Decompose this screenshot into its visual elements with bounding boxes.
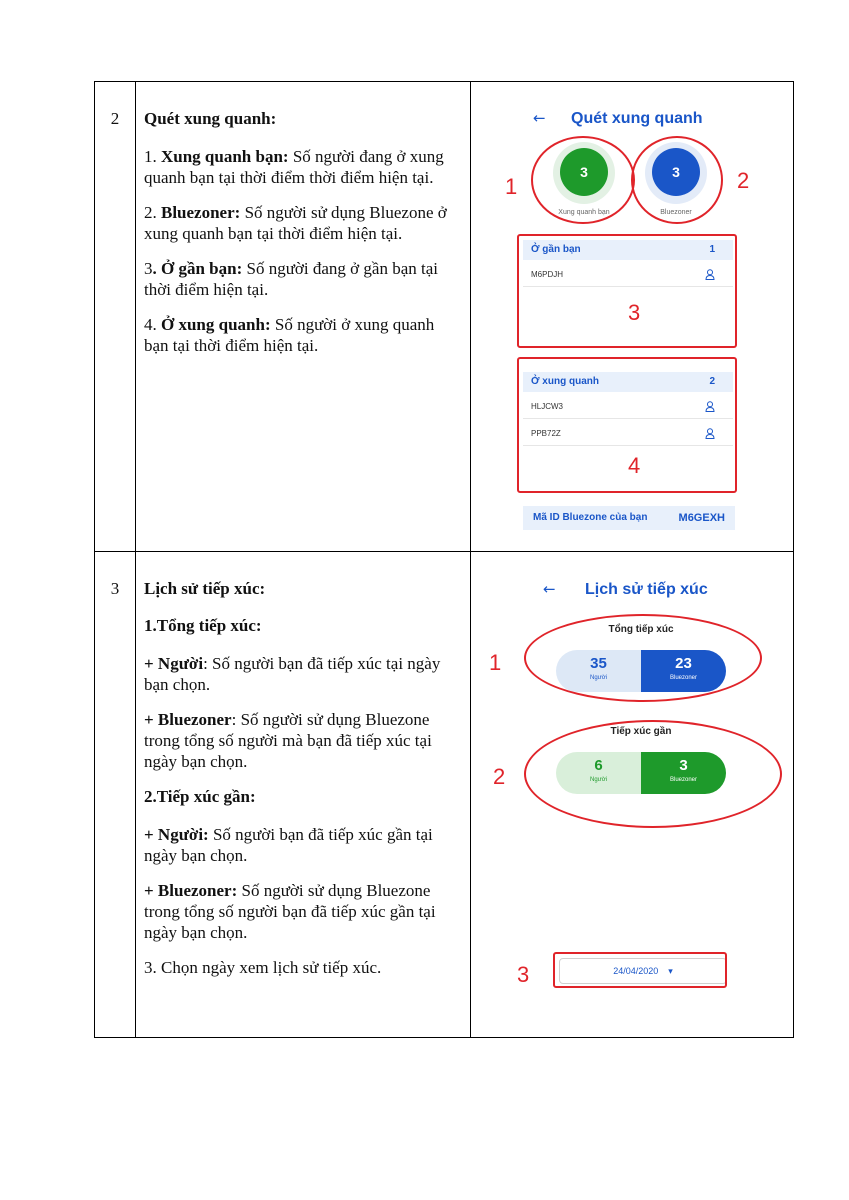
list-item[interactable]: M6PDJH xyxy=(523,263,733,287)
list-item[interactable]: PPB72Z xyxy=(523,422,733,446)
annotation-box xyxy=(517,234,737,348)
close-bluezoner-label: Bluezoner xyxy=(669,777,698,783)
annotation-oval xyxy=(631,136,723,224)
marker-number: 2 xyxy=(737,168,750,193)
nearby-count-circle: 3 xyxy=(560,148,608,196)
list-item: 3. Ở gần bạn: Số người đang ở gần bạn tại thời điểm hiện tại. xyxy=(144,259,438,299)
total-contact-label: Tổng tiếp xúc xyxy=(608,624,674,635)
row-number: 3 xyxy=(95,552,136,1038)
total-people-value: 35 xyxy=(590,655,607,672)
circle-label: Xung quanh bạn xyxy=(558,209,610,216)
nearby-count: 1 xyxy=(709,244,715,255)
marker-number: 2 xyxy=(493,764,506,789)
circle-label: Bluezoner xyxy=(660,209,692,216)
section-title: Quét xung quanh: xyxy=(144,109,277,128)
total-bluezoner-label: Bluezoner xyxy=(669,675,698,681)
paragraph: + Bluezoner: Số người sử dụng Bluezone trong tổng số người bạn đã tiếp xúc gần tại ngày bạn chọn. xyxy=(144,881,436,942)
selected-date: 24/04/2020 xyxy=(613,966,659,976)
marker-number: 3 xyxy=(628,300,641,325)
scan-screenshot xyxy=(471,82,794,552)
marker-number: 4 xyxy=(628,453,641,478)
paragraph: + Người: Số người bạn đã tiếp xúc gần tại ngày bạn chọn. xyxy=(144,825,433,865)
table-row xyxy=(95,552,794,1038)
history-screenshot xyxy=(471,552,794,1038)
row-description xyxy=(136,82,471,552)
paragraph: 3. Chọn ngày xem lịch sử tiếp xúc. xyxy=(144,958,382,977)
around-count: 2 xyxy=(709,376,715,387)
annotation-box xyxy=(517,357,737,493)
close-bluezoner-value: 3 xyxy=(679,757,688,774)
back-arrow-icon: ← xyxy=(543,580,556,598)
section-title: Lịch sử tiếp xúc: xyxy=(144,579,266,598)
screen-title: Lịch sử tiếp xúc xyxy=(585,581,708,598)
row-description xyxy=(136,552,471,1038)
screen-title: Quét xung quanh xyxy=(571,110,703,127)
bluezoner-count-circle: 3 xyxy=(652,148,700,196)
around-header: Ở xung quanh 2 xyxy=(523,372,733,392)
list-item: 1. Xung quanh bạn: Số người đang ở xung quanh bạn tại thời điểm thời điểm hiện tại. xyxy=(144,147,444,187)
total-bluezoner-value: 23 xyxy=(675,655,692,672)
subheading: 2.Tiếp xúc gần: xyxy=(144,787,256,806)
list-item: 4. Ở xung quanh: Số người ở xung quanh bạn tại thời điểm hiện tại. xyxy=(144,315,435,355)
subheading: 1.Tổng tiếp xúc: xyxy=(144,616,262,635)
row-number: 2 xyxy=(95,82,136,552)
close-people-value: 6 xyxy=(594,757,603,774)
marker-number: 3 xyxy=(517,962,530,987)
table-row xyxy=(95,82,794,552)
annotation-oval xyxy=(524,614,762,702)
nearby-header: Ở gần bạn 1 xyxy=(523,240,733,260)
close-people-label: Người xyxy=(590,777,607,783)
chevron-down-icon: ▾ xyxy=(668,966,673,976)
close-contact-label: Tiếp xúc gần xyxy=(610,726,672,737)
paragraph: + Bluezoner: Số người sử dụng Bluezone trong tổng số người mà bạn đã tiếp xúc tại ngày bạn chọn. xyxy=(144,710,432,771)
bluezone-id: M6GEXH xyxy=(678,512,725,524)
marker-number: 1 xyxy=(505,174,518,199)
list-item: 2. Bluezoner: Số người sử dụng Bluezone ở xung quanh bạn tại thời điểm hiện tại. xyxy=(144,203,447,243)
instruction-table xyxy=(94,81,794,1038)
total-people-label: Người xyxy=(590,675,607,681)
annotation-oval xyxy=(531,136,635,224)
annotation-oval xyxy=(524,720,782,828)
marker-number: 1 xyxy=(489,650,502,675)
bluezone-id-bar: Mã ID Bluezone của bạn M6GEXH xyxy=(523,506,735,530)
paragraph: + Người: Số người bạn đã tiếp xúc tại ngày bạn chọn. xyxy=(144,654,441,694)
list-item[interactable]: HLJCW3 xyxy=(523,395,733,419)
back-arrow-icon: ← xyxy=(533,109,546,127)
annotation-box xyxy=(553,952,727,988)
